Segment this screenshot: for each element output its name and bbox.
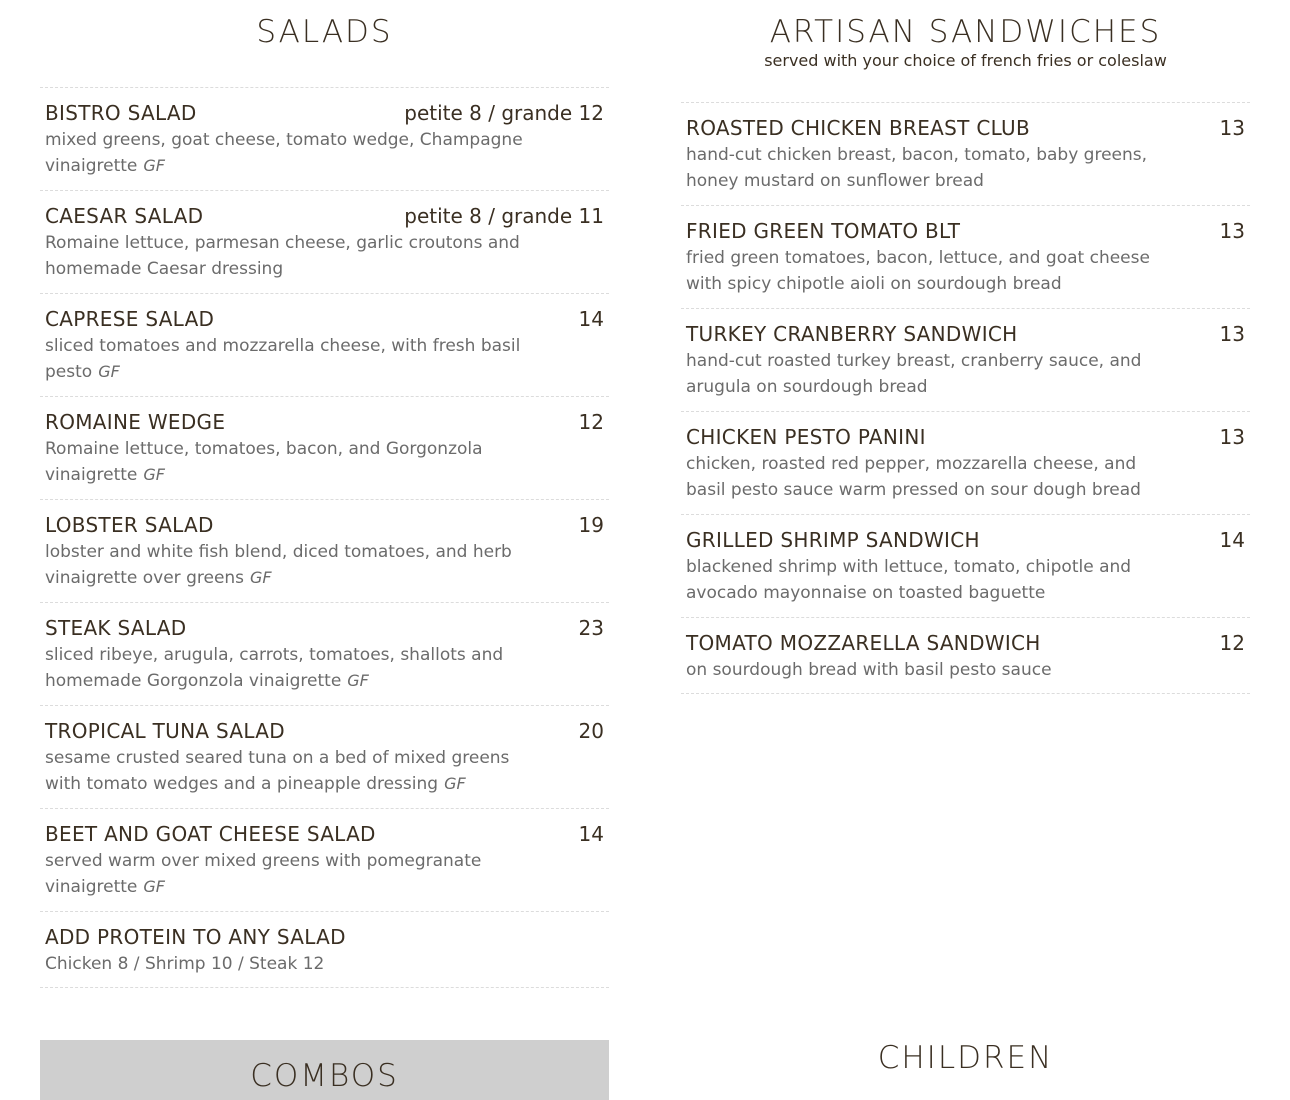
item-price: 13 [1219,219,1245,243]
gf-tag: GF [347,671,369,690]
item-price: petite 8 / grande 12 [404,101,604,125]
sandwiches-subtitle: served with your choice of french fries or coleslaw [764,51,1167,70]
item-price: 12 [578,410,604,434]
list-item [681,309,1250,412]
item-name: TOMATO MOZZARELLA SANDWICH [686,631,1041,655]
item-description: blackened shrimp with lettuce, tomato, chipotle and avocado mayonnaise on toasted baguette [686,557,1132,603]
item-description: lobster and white fish blend, diced tomatoes, and herb vinaigrette over greens GF [45,542,512,588]
item-price: 14 [578,307,604,331]
item-price: 13 [1219,116,1245,140]
gf-tag: GF [98,362,120,381]
list-item [681,206,1250,309]
list-item [681,515,1250,618]
item-price: 14 [578,822,604,846]
sandwiches-column [681,0,1250,694]
salads-list [40,87,609,988]
list-item [40,706,609,809]
item-price: petite 8 / grande 11 [404,204,604,228]
item-description: Chicken 8 / Shrimp 10 / Steak 12 [45,954,325,974]
list-item [40,191,609,294]
item-price: 19 [578,513,604,537]
item-name: BEET AND GOAT CHEESE SALAD [45,822,376,846]
item-description: sliced tomatoes and mozzarella cheese, with fresh basil pesto GF [45,336,521,382]
item-description: hand-cut chicken breast, bacon, tomato, baby greens, honey mustard on sunflower bread [686,145,1148,191]
salads-column [40,0,609,988]
item-price: 12 [1219,631,1245,655]
item-name: ROASTED CHICKEN BREAST CLUB [686,116,1030,140]
item-description: hand-cut roasted turkey breast, cranberry sauce, and arugula on sourdough bread [686,351,1142,397]
list-item [40,294,609,397]
item-price: 13 [1219,425,1245,449]
combos-section [40,1040,609,1100]
combos-title: COMBOS [250,1058,399,1094]
item-name: TURKEY CRANBERRY SANDWICH [686,322,1018,346]
item-name: TROPICAL TUNA SALAD [45,719,285,743]
item-name: CHICKEN PESTO PANINI [686,425,926,449]
gf-tag: GF [143,156,165,175]
item-name: FRIED GREEN TOMATO BLT [686,219,961,243]
item-name: ROMAINE WEDGE [45,410,226,434]
item-name: BISTRO SALAD [45,101,197,125]
children-title: CHILDREN [877,1040,1054,1076]
gf-tag: GF [143,465,165,484]
item-description: Romaine lettuce, parmesan cheese, garlic croutons and homemade Caesar dressing [45,233,520,279]
gf-tag: GF [143,877,165,896]
children-section [681,1040,1250,1076]
item-price: 14 [1219,528,1245,552]
item-description: sesame crusted seared tuna on a bed of mixed greens with tomato wedges and a pineapple dressing GF [45,748,510,794]
item-description: served warm over mixed greens with pomegranate vinaigrette GF [45,851,482,897]
item-description: sliced ribeye, arugula, carrots, tomatoes, shallots and homemade Gorgonzola vinaigrette GF [45,645,504,691]
item-name: STEAK SALAD [45,616,187,640]
list-item [681,618,1250,694]
gf-tag: GF [444,774,466,793]
item-name: LOBSTER SALAD [45,513,214,537]
sandwiches-list [681,102,1250,694]
gf-tag: GF [250,568,272,587]
sandwiches-title: ARTISAN SANDWICHES [769,14,1162,50]
item-name: CAPRESE SALAD [45,307,215,331]
salads-title: SALADS [256,14,393,50]
list-item [681,103,1250,206]
list-item [40,397,609,500]
item-price: 23 [578,616,604,640]
item-name: ADD PROTEIN TO ANY SALAD [45,925,346,949]
list-item [40,88,609,191]
item-description: mixed greens, goat cheese, tomato wedge, Champagne vinaigrette GF [45,130,523,176]
list-item [40,500,609,603]
add-protein-item [40,912,609,988]
list-item [681,412,1250,515]
item-price: 13 [1219,322,1245,346]
item-name: CAESAR SALAD [45,204,204,228]
item-description: chicken, roasted red pepper, mozzarella cheese, and basil pesto sauce warm pressed on sour dough bread [686,454,1141,500]
item-price: 20 [578,719,604,743]
item-name: GRILLED SHRIMP SANDWICH [686,528,980,552]
item-description: on sourdough bread with basil pesto sauce [686,660,1052,680]
item-description: Romaine lettuce, tomatoes, bacon, and Gorgonzola vinaigrette GF [45,439,483,485]
list-item [40,603,609,706]
item-description: fried green tomatoes, bacon, lettuce, and goat cheese with spicy chipotle aioli on sourdough bread [686,248,1150,294]
list-item [40,809,609,912]
